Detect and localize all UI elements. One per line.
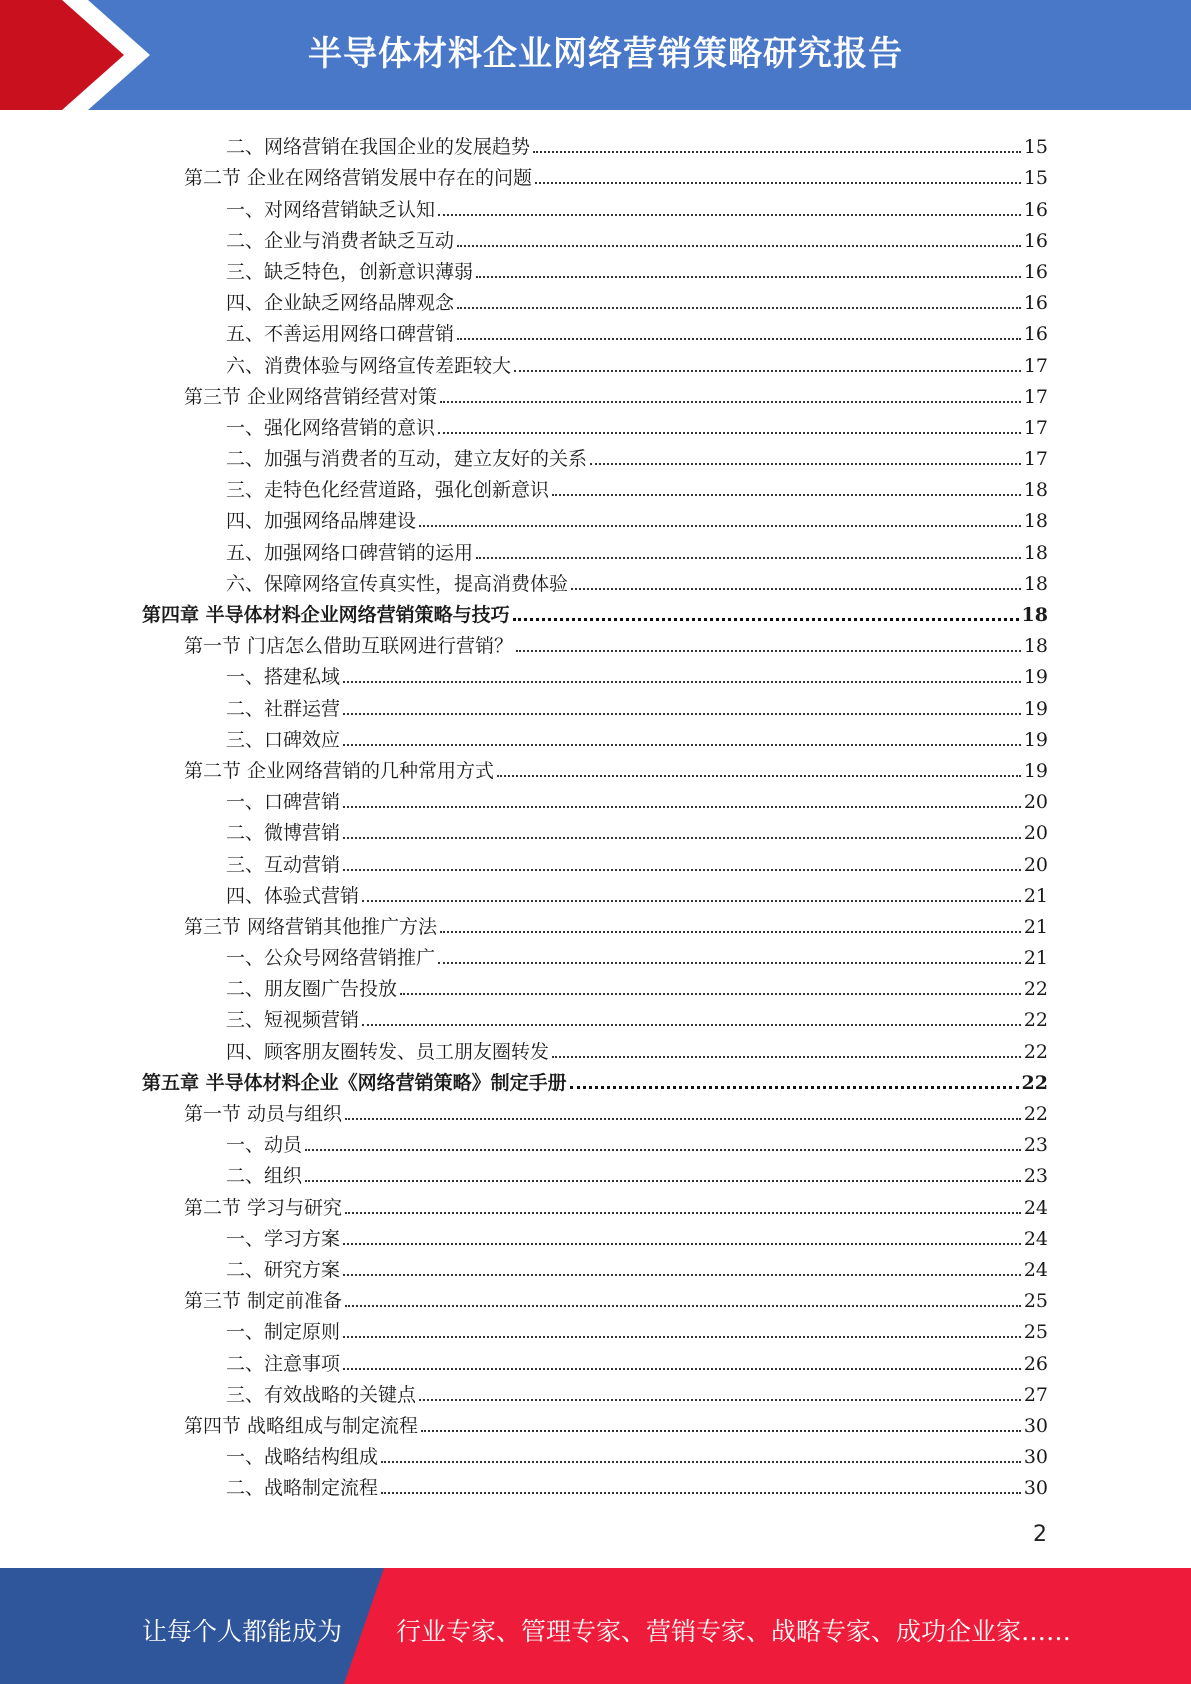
toc-page-number: 24 [1023,1258,1048,1281]
toc-page-number: 17 [1023,416,1048,439]
toc-subsection-row[interactable] [0,1156,1191,1187]
toc-dot-leader [421,1430,1021,1432]
toc-entry-title: 二、企业与消费者缺乏互动 [226,229,455,252]
toc-page-number: 17 [1023,385,1048,408]
toc-dot-leader [497,775,1021,777]
toc-dot-leader [516,650,1021,652]
toc-subsection-row[interactable] [0,782,1191,813]
toc-entry-title: 第二节 企业网络营销的几种常用方式 [184,759,495,782]
toc-dot-leader [343,744,1021,746]
toc-entry-title: 一、制定原则 [226,1321,341,1344]
toc-entry-title: 四、体验式营销 [226,884,360,907]
toc-entry-title: 第三节 网络营销其他推广方法 [184,915,438,938]
toc-dot-leader [305,1149,1021,1151]
toc-dot-leader [419,525,1021,527]
toc-entry-title: 第一节 门店怎么借助互联网进行营销？ [184,635,514,658]
toc-dot-leader [457,307,1021,309]
toc-subsection-row[interactable] [0,221,1191,252]
toc-entry-title: 三、走特色化经营道路，强化创新意识 [226,479,550,502]
toc-entry-title: 一、学习方案 [226,1227,341,1250]
table-of-contents [0,127,1191,1499]
toc-page-number: 22 [1023,1009,1048,1032]
toc-page-number: 21 [1023,947,1048,970]
toc-subsection-row[interactable] [0,314,1191,345]
toc-subsection-row[interactable] [0,1343,1191,1374]
toc-page-number: 19 [1023,728,1048,751]
toc-section-row[interactable] [0,1406,1191,1437]
toc-dot-leader [381,1461,1021,1463]
toc-dot-leader [457,338,1021,340]
toc-subsection-row[interactable] [0,252,1191,283]
toc-section-row[interactable] [0,907,1191,938]
toc-page-number: 16 [1023,229,1048,252]
toc-subsection-row[interactable] [0,127,1191,158]
toc-dot-leader [345,1212,1021,1214]
toc-dot-leader [343,1336,1021,1338]
toc-entry-title: 四、顾客朋友圈转发、员工朋友圈转发 [226,1040,550,1063]
toc-dot-leader [343,869,1021,871]
toc-dot-leader [400,993,1021,995]
toc-subsection-row[interactable] [0,1312,1191,1343]
toc-dot-leader [513,618,1019,621]
toc-subsection-row[interactable] [0,470,1191,501]
toc-entry-title: 第三节 制定前准备 [184,1290,343,1313]
toc-page-number: 18 [1023,572,1048,595]
toc-dot-leader [438,962,1021,964]
toc-subsection-row[interactable] [0,345,1191,376]
toc-entry-title: 第二节 企业在网络营销发展中存在的问题 [184,167,533,190]
toc-page-number: 19 [1023,759,1048,782]
toc-entry-title: 一、搭建私域 [226,666,341,689]
toc-dot-leader [345,1118,1021,1120]
toc-section-row[interactable] [0,377,1191,408]
toc-entry-title: 三、缺乏特色，创新意识薄弱 [226,260,474,283]
toc-subsection-row[interactable] [0,876,1191,907]
toc-entry-title: 二、微博营销 [226,822,341,845]
toc-subsection-row[interactable] [0,1437,1191,1468]
toc-dot-leader [305,1180,1021,1182]
toc-subsection-row[interactable] [0,969,1191,1000]
toc-subsection-row[interactable] [0,1219,1191,1250]
toc-subsection-row[interactable] [0,283,1191,314]
toc-entry-title: 一、战略结构组成 [226,1446,379,1469]
toc-page-number: 22 [1023,1040,1048,1063]
toc-dot-leader [343,806,1021,808]
toc-entry-title: 第五章 半导体材料企业《网络营销策略》制定手册 [142,1071,567,1094]
toc-page-number: 24 [1023,1227,1048,1250]
toc-entry-title: 四、企业缺乏网络品牌观念 [226,292,455,315]
page-header [0,0,1191,110]
toc-dot-leader [343,681,1021,683]
toc-dot-leader [345,1305,1021,1307]
toc-dot-leader [440,931,1021,933]
toc-dot-leader [381,1492,1021,1494]
toc-subsection-row[interactable] [0,1468,1191,1499]
toc-page-number: 22 [1023,1103,1048,1125]
toc-entry-title: 二、注意事项 [226,1352,341,1375]
toc-entry-title: 一、口碑营销 [226,791,341,814]
toc-page-number: 20 [1023,791,1048,814]
toc-subsection-row[interactable] [0,813,1191,844]
toc-section-row[interactable] [0,1094,1191,1125]
toc-entry-title: 第一节 动员与组织 [184,1103,343,1125]
toc-page-number: 18 [1023,479,1048,502]
toc-subsection-row[interactable] [0,688,1191,719]
toc-subsection-row[interactable] [0,1125,1191,1156]
toc-entry-title: 一、动员 [226,1134,303,1157]
page-footer [0,1568,1191,1684]
toc-page-number: 19 [1023,697,1048,720]
toc-page-number: 18 [1023,541,1048,564]
toc-entry-title: 一、公众号网络营销推广 [226,947,436,970]
toc-chapter-row[interactable] [0,1063,1191,1094]
toc-entry-title: 二、研究方案 [226,1258,341,1281]
toc-dot-leader [343,1243,1021,1245]
toc-entry-title: 四、加强网络品牌建设 [226,510,417,533]
toc-page-number: 26 [1023,1352,1048,1375]
toc-entry-title: 二、网络营销在我国企业的发展趋势 [226,136,531,159]
toc-entry-title: 三、有效战略的关键点 [226,1383,417,1406]
toc-subsection-row[interactable] [0,564,1191,595]
toc-page-number: 16 [1023,198,1048,221]
toc-subsection-row[interactable] [0,1031,1191,1062]
toc-subsection-row[interactable] [0,439,1191,470]
toc-chapter-row[interactable] [0,595,1191,626]
toc-subsection-row[interactable] [0,408,1191,439]
toc-entry-title: 五、不善运用网络口碑营销 [226,323,455,346]
toc-dot-leader [571,588,1021,590]
toc-dot-leader [570,1086,1019,1089]
toc-dot-leader [438,214,1021,216]
toc-dot-leader [476,276,1021,278]
toc-dot-leader [514,370,1021,372]
toc-page-number: 16 [1023,292,1048,315]
toc-dot-leader [343,1368,1021,1370]
footer-slogan-right: 行业专家、管理专家、营销专家、战略专家、成功企业家…… [396,1617,1072,1646]
toc-page-number: 22 [1023,978,1048,1001]
toc-page-number: 23 [1023,1134,1048,1157]
toc-entry-title: 六、消费体验与网络宣传差距较大 [226,354,512,377]
toc-page-number: 17 [1023,354,1048,377]
toc-subsection-row[interactable] [0,720,1191,751]
toc-dot-leader [343,837,1021,839]
toc-entry-title: 三、口碑效应 [226,728,341,751]
toc-dot-leader [535,182,1021,184]
toc-page-number: 18 [1021,604,1048,626]
page-number: 2 [1033,1522,1047,1547]
toc-section-row[interactable] [0,626,1191,657]
document-title: 半导体材料企业网络营销策略研究报告 [308,34,903,74]
toc-entry-title: 二、加强与消费者的互动，建立友好的关系 [226,448,588,471]
toc-page-number: 15 [1023,167,1048,190]
toc-entry-title: 五、加强网络口碑营销的运用 [226,541,474,564]
toc-dot-leader [362,900,1021,902]
toc-subsection-row[interactable] [0,501,1191,532]
toc-entry-title: 二、组织 [226,1165,303,1188]
toc-section-row[interactable] [0,1187,1191,1218]
toc-page-number: 16 [1023,323,1048,346]
toc-subsection-row[interactable] [0,1375,1191,1406]
toc-dot-leader [457,245,1021,247]
footer-slogan-left: 让每个人都能成为 [142,1617,343,1646]
toc-entry-title: 第三节 企业网络营销经营对策 [184,385,438,408]
toc-page-number: 24 [1023,1196,1048,1219]
toc-entry-title: 第二节 学习与研究 [184,1196,343,1219]
toc-entry-title: 二、战略制定流程 [226,1477,379,1500]
toc-entry-title: 第四节 战略组成与制定流程 [184,1414,419,1437]
toc-dot-leader [552,494,1021,496]
toc-dot-leader [533,151,1021,153]
toc-dot-leader [343,713,1021,715]
toc-entry-title: 第四章 半导体材料企业网络营销策略与技巧 [142,604,510,626]
toc-page-number: 21 [1023,915,1048,938]
toc-page-number: 25 [1023,1290,1048,1313]
toc-dot-leader [438,432,1021,434]
toc-subsection-row[interactable] [0,1250,1191,1281]
toc-entry-title: 一、对网络营销缺乏认知 [226,198,436,221]
toc-entry-title: 三、短视频营销 [226,1009,360,1032]
toc-page-number: 22 [1021,1071,1048,1094]
toc-page-number: 27 [1023,1383,1048,1406]
toc-page-number: 23 [1023,1165,1048,1188]
toc-subsection-row[interactable] [0,938,1191,969]
toc-page-number: 30 [1023,1477,1048,1500]
toc-page-number: 25 [1023,1321,1048,1344]
toc-page-number: 15 [1023,136,1048,159]
toc-page-number: 18 [1023,510,1048,533]
toc-subsection-row[interactable] [0,657,1191,688]
toc-page-number: 21 [1023,884,1048,907]
toc-subsection-row[interactable] [0,189,1191,220]
toc-page-number: 19 [1023,666,1048,689]
toc-page-number: 30 [1023,1414,1048,1437]
toc-subsection-row[interactable] [0,844,1191,875]
toc-page-number: 20 [1023,853,1048,876]
toc-page-number: 16 [1023,260,1048,283]
toc-page-number: 20 [1023,822,1048,845]
toc-entry-title: 二、社群运营 [226,697,341,720]
toc-subsection-row[interactable] [0,1000,1191,1031]
toc-subsection-row[interactable] [0,532,1191,563]
toc-dot-leader [590,463,1021,465]
toc-dot-leader [552,1056,1021,1058]
toc-dot-leader [440,401,1021,403]
toc-entry-title: 三、互动营销 [226,853,341,876]
toc-dot-leader [476,557,1021,559]
toc-section-row[interactable] [0,751,1191,782]
toc-dot-leader [343,1274,1021,1276]
toc-page-number: 30 [1023,1446,1048,1469]
toc-page-number: 18 [1023,635,1048,658]
toc-section-row[interactable] [0,1281,1191,1312]
toc-page-number: 17 [1023,448,1048,471]
toc-dot-leader [419,1399,1021,1401]
toc-entry-title: 二、朋友圈广告投放 [226,978,398,1001]
toc-dot-leader [362,1024,1021,1026]
toc-section-row[interactable] [0,158,1191,189]
toc-entry-title: 六、保障网络宣传真实性，提高消费体验 [226,572,569,595]
toc-entry-title: 一、强化网络营销的意识 [226,416,436,439]
